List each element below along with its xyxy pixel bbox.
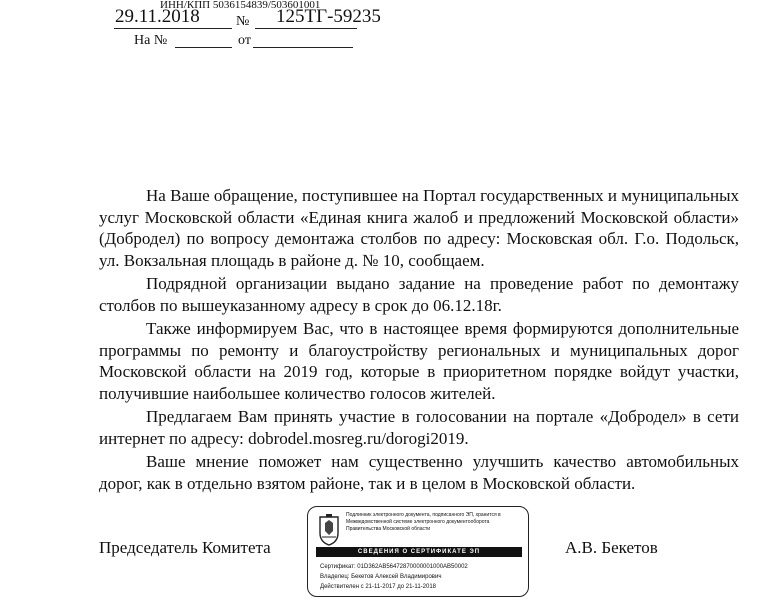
body-paragraph-3: Также информируем Вас, что в настоящее время формируются дополнительные программы по ремонту и благоустройству региональных и муниципальных дорог Московской области на 2019 год, которые в приоритетном порядке войдут участки, получившие наибольшее количество голосов жителей. bbox=[99, 319, 739, 403]
outgoing-date: 29.11.2018 bbox=[115, 6, 200, 27]
body-paragraph-1: На Ваше обращение, поступившее на Портал государственных и муниципальных услуг Московской области «Единая книга жалоб и предложений Московской области» (Добродел) по вопросу демонтажа столбов по адресу: Московская обл. Г.о. Подольск, ул. Вокзальная площадь в районе д. № 10, сообщаем. bbox=[99, 186, 739, 270]
body-paragraph-4: Предлагаем Вам принять участие в голосовании на портале «Добродел» в сети интернет по адресу: dobrodel.mosreg.ru/dorogi2019. bbox=[99, 407, 739, 448]
certificate-details bbox=[320, 562, 468, 592]
body-paragraph-5: Ваше мнение поможет нам существенно улучшить качество автомобильных дорог, как в отдельно взятом районе, так и в целом в Московской области. bbox=[99, 452, 739, 493]
coat-of-arms-icon bbox=[316, 513, 342, 547]
signer-position: Председатель Комитета bbox=[99, 538, 271, 557]
certificate-banner: СВЕДЕНИЯ О СЕРТИФИКАТЕ ЭП bbox=[316, 547, 522, 557]
date-underline bbox=[114, 28, 232, 29]
outgoing-number: 125ТГ-59235 bbox=[276, 6, 381, 27]
incoming-date-label: от bbox=[238, 33, 251, 48]
body-paragraph-2: Подрядной организации выдано задание на проведение работ по демонтажу столбов по вышеуказанному адресу в срок до 06.12.18г. bbox=[99, 274, 739, 315]
certificate-serial: Сертификат: 01D362AB56472870000001000AB50002 bbox=[320, 564, 468, 570]
incoming-date-blank bbox=[253, 47, 353, 48]
number-underline bbox=[255, 28, 357, 29]
incoming-number-blank bbox=[175, 47, 232, 48]
e-signature-stamp bbox=[307, 506, 529, 597]
inn-kpp-line: ИНН/КПП 5036154839/503601001 bbox=[160, 0, 321, 11]
certificate-owner: Владелец: Бекетов Алексей Владимирович bbox=[320, 574, 442, 580]
stamp-description: Подлинник электронного документа, подписанного ЭП, хранится в Межведомственной системе электронного документооборота Правительства Московской области bbox=[346, 512, 501, 532]
number-sign: № bbox=[236, 14, 250, 29]
letter-body bbox=[99, 185, 739, 496]
incoming-number-label: На № bbox=[134, 33, 168, 48]
signer-name: А.В. Бекетов bbox=[565, 538, 658, 557]
certificate-validity: Действителен с 21-11-2017 до 21-11-2018 bbox=[320, 584, 437, 590]
